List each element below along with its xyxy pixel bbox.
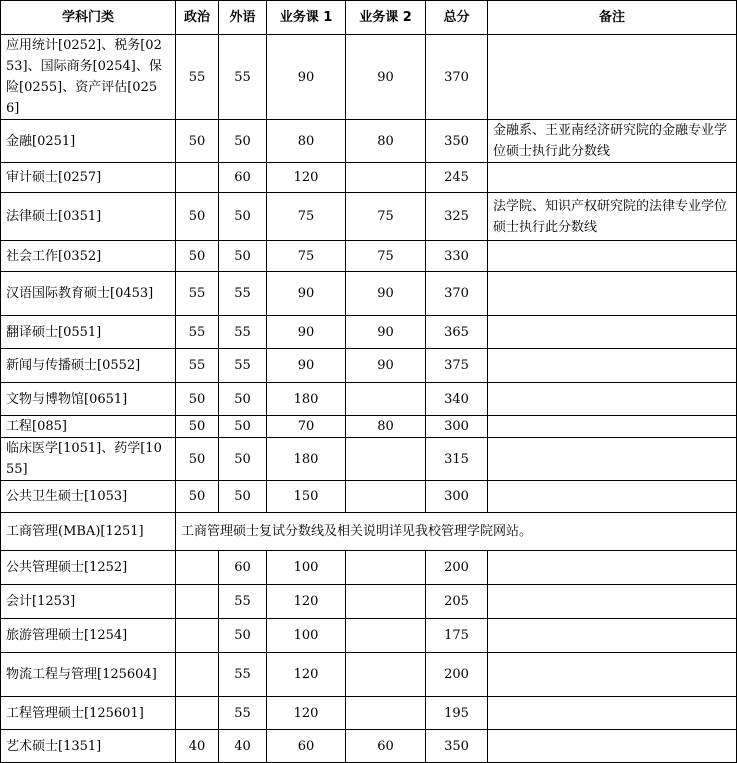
note-cell xyxy=(488,316,737,349)
politics-cell: 50 xyxy=(176,438,219,481)
subject-cell: 工程管理硕士[125601] xyxy=(1,697,176,730)
course2-cell: 75 xyxy=(346,241,426,272)
subject-cell: 工商管理(MBA)[1251] xyxy=(1,513,176,551)
table-row xyxy=(1,272,737,316)
total-cell: 325 xyxy=(426,193,488,241)
note-cell xyxy=(488,35,737,120)
note-cell xyxy=(488,438,737,481)
course1-cell: 60 xyxy=(267,730,346,763)
subject-cell: 新闻与传播硕士[0552] xyxy=(1,349,176,383)
politics-cell xyxy=(176,163,219,193)
politics-cell: 50 xyxy=(176,416,219,438)
language-cell: 60 xyxy=(219,551,267,585)
table-row xyxy=(1,416,737,438)
language-cell: 55 xyxy=(219,349,267,383)
subject-cell: 文物与博物馆[0651] xyxy=(1,383,176,416)
politics-cell: 55 xyxy=(176,316,219,349)
language-cell: 60 xyxy=(219,163,267,193)
table-row xyxy=(1,163,737,193)
subject-cell: 工程[085] xyxy=(1,416,176,438)
course1-cell: 120 xyxy=(267,163,346,193)
subject-cell: 法律硕士[0351] xyxy=(1,193,176,241)
total-cell: 300 xyxy=(426,481,488,513)
subject-cell: 临床医学[1051]、药学[1055] xyxy=(1,438,176,481)
table-row xyxy=(1,653,737,697)
table-row-mba xyxy=(1,513,737,551)
subject-cell: 艺术硕士[1351] xyxy=(1,730,176,763)
total-cell: 365 xyxy=(426,316,488,349)
language-cell: 55 xyxy=(219,272,267,316)
table-row xyxy=(1,241,737,272)
mba-note-cell: 工商管理硕士复试分数线及相关说明详见我校管理学院网站。 xyxy=(176,513,737,551)
note-cell xyxy=(488,481,737,513)
course2-cell xyxy=(346,551,426,585)
course2-cell xyxy=(346,653,426,697)
subject-cell: 翻译硕士[0551] xyxy=(1,316,176,349)
course2-cell xyxy=(346,383,426,416)
course1-cell: 90 xyxy=(267,316,346,349)
total-cell: 300 xyxy=(426,416,488,438)
header-row xyxy=(1,1,737,35)
politics-cell: 55 xyxy=(176,35,219,120)
politics-cell xyxy=(176,585,219,619)
course2-cell xyxy=(346,481,426,513)
header-note: 备注 xyxy=(488,1,737,35)
course1-cell: 120 xyxy=(267,585,346,619)
politics-cell: 50 xyxy=(176,241,219,272)
note-cell xyxy=(488,349,737,383)
header-subject: 学科门类 xyxy=(1,1,176,35)
total-cell: 340 xyxy=(426,383,488,416)
table-row xyxy=(1,438,737,481)
header-course2: 业务课 2 xyxy=(346,1,426,35)
course1-cell: 120 xyxy=(267,653,346,697)
course2-cell: 80 xyxy=(346,120,426,163)
subject-cell: 物流工程与管理[125604] xyxy=(1,653,176,697)
politics-cell xyxy=(176,697,219,730)
note-cell xyxy=(488,383,737,416)
subject-cell: 金融[0251] xyxy=(1,120,176,163)
politics-cell: 55 xyxy=(176,349,219,383)
course1-cell: 120 xyxy=(267,697,346,730)
total-cell: 375 xyxy=(426,349,488,383)
total-cell: 330 xyxy=(426,241,488,272)
note-cell xyxy=(488,697,737,730)
politics-cell xyxy=(176,619,219,653)
course2-cell xyxy=(346,697,426,730)
language-cell: 55 xyxy=(219,653,267,697)
total-cell: 175 xyxy=(426,619,488,653)
course1-cell: 75 xyxy=(267,193,346,241)
course2-cell: 90 xyxy=(346,35,426,120)
table-row xyxy=(1,349,737,383)
note-cell xyxy=(488,619,737,653)
table-row xyxy=(1,120,737,163)
politics-cell: 50 xyxy=(176,481,219,513)
note-cell xyxy=(488,163,737,193)
header-politics: 政治 xyxy=(176,1,219,35)
note-cell: 法学院、知识产权研究院的法律专业学位硕士执行此分数线 xyxy=(488,193,737,241)
language-cell: 50 xyxy=(219,193,267,241)
total-cell: 200 xyxy=(426,653,488,697)
language-cell: 50 xyxy=(219,438,267,481)
note-cell xyxy=(488,653,737,697)
note-cell xyxy=(488,272,737,316)
total-cell: 200 xyxy=(426,551,488,585)
course2-cell: 90 xyxy=(346,349,426,383)
course1-cell: 75 xyxy=(267,241,346,272)
table-row xyxy=(1,193,737,241)
course1-cell: 150 xyxy=(267,481,346,513)
header-total: 总分 xyxy=(426,1,488,35)
table-row xyxy=(1,481,737,513)
course2-cell xyxy=(346,438,426,481)
total-cell: 370 xyxy=(426,35,488,120)
total-cell: 370 xyxy=(426,272,488,316)
total-cell: 205 xyxy=(426,585,488,619)
note-cell xyxy=(488,585,737,619)
course2-cell: 90 xyxy=(346,272,426,316)
course1-cell: 90 xyxy=(267,272,346,316)
header-course1: 业务课 1 xyxy=(267,1,346,35)
course2-cell xyxy=(346,585,426,619)
subject-cell: 应用统计[0252]、税务[0253]、国际商务[0254]、保险[0255]、资产评估[0256] xyxy=(1,35,176,120)
language-cell: 50 xyxy=(219,416,267,438)
subject-cell: 汉语国际教育硕士[0453] xyxy=(1,272,176,316)
subject-cell: 审计硕士[0257] xyxy=(1,163,176,193)
language-cell: 50 xyxy=(219,481,267,513)
language-cell: 50 xyxy=(219,241,267,272)
note-cell: 金融系、王亚南经济研究院的金融专业学位硕士执行此分数线 xyxy=(488,120,737,163)
politics-cell: 50 xyxy=(176,383,219,416)
table-row xyxy=(1,35,737,120)
note-cell xyxy=(488,416,737,438)
table-row xyxy=(1,551,737,585)
language-cell: 50 xyxy=(219,120,267,163)
course1-cell: 90 xyxy=(267,35,346,120)
course1-cell: 80 xyxy=(267,120,346,163)
table-row xyxy=(1,697,737,730)
language-cell: 55 xyxy=(219,585,267,619)
politics-cell: 50 xyxy=(176,120,219,163)
language-cell: 55 xyxy=(219,316,267,349)
subject-cell: 公共卫生硕士[1053] xyxy=(1,481,176,513)
total-cell: 195 xyxy=(426,697,488,730)
politics-cell: 50 xyxy=(176,193,219,241)
subject-cell: 社会工作[0352] xyxy=(1,241,176,272)
course1-cell: 70 xyxy=(267,416,346,438)
course1-cell: 100 xyxy=(267,619,346,653)
total-cell: 350 xyxy=(426,730,488,763)
language-cell: 50 xyxy=(219,619,267,653)
course1-cell: 180 xyxy=(267,438,346,481)
course2-cell: 60 xyxy=(346,730,426,763)
politics-cell xyxy=(176,551,219,585)
total-cell: 315 xyxy=(426,438,488,481)
total-cell: 245 xyxy=(426,163,488,193)
subject-cell: 公共管理硕士[1252] xyxy=(1,551,176,585)
subject-cell: 旅游管理硕士[1254] xyxy=(1,619,176,653)
table-row xyxy=(1,585,737,619)
course1-cell: 90 xyxy=(267,349,346,383)
note-cell xyxy=(488,241,737,272)
language-cell: 40 xyxy=(219,730,267,763)
politics-cell xyxy=(176,653,219,697)
note-cell xyxy=(488,551,737,585)
language-cell: 55 xyxy=(219,697,267,730)
course2-cell xyxy=(346,163,426,193)
total-cell: 350 xyxy=(426,120,488,163)
table-row xyxy=(1,730,737,763)
language-cell: 55 xyxy=(219,35,267,120)
course2-cell: 80 xyxy=(346,416,426,438)
course1-cell: 100 xyxy=(267,551,346,585)
language-cell: 50 xyxy=(219,383,267,416)
table-row xyxy=(1,383,737,416)
course2-cell: 90 xyxy=(346,316,426,349)
course1-cell: 180 xyxy=(267,383,346,416)
politics-cell: 55 xyxy=(176,272,219,316)
politics-cell: 40 xyxy=(176,730,219,763)
table-row xyxy=(1,619,737,653)
note-cell xyxy=(488,730,737,763)
header-language: 外语 xyxy=(219,1,267,35)
course2-cell: 75 xyxy=(346,193,426,241)
subject-cell: 会计[1253] xyxy=(1,585,176,619)
course2-cell xyxy=(346,619,426,653)
table-row xyxy=(1,316,737,349)
